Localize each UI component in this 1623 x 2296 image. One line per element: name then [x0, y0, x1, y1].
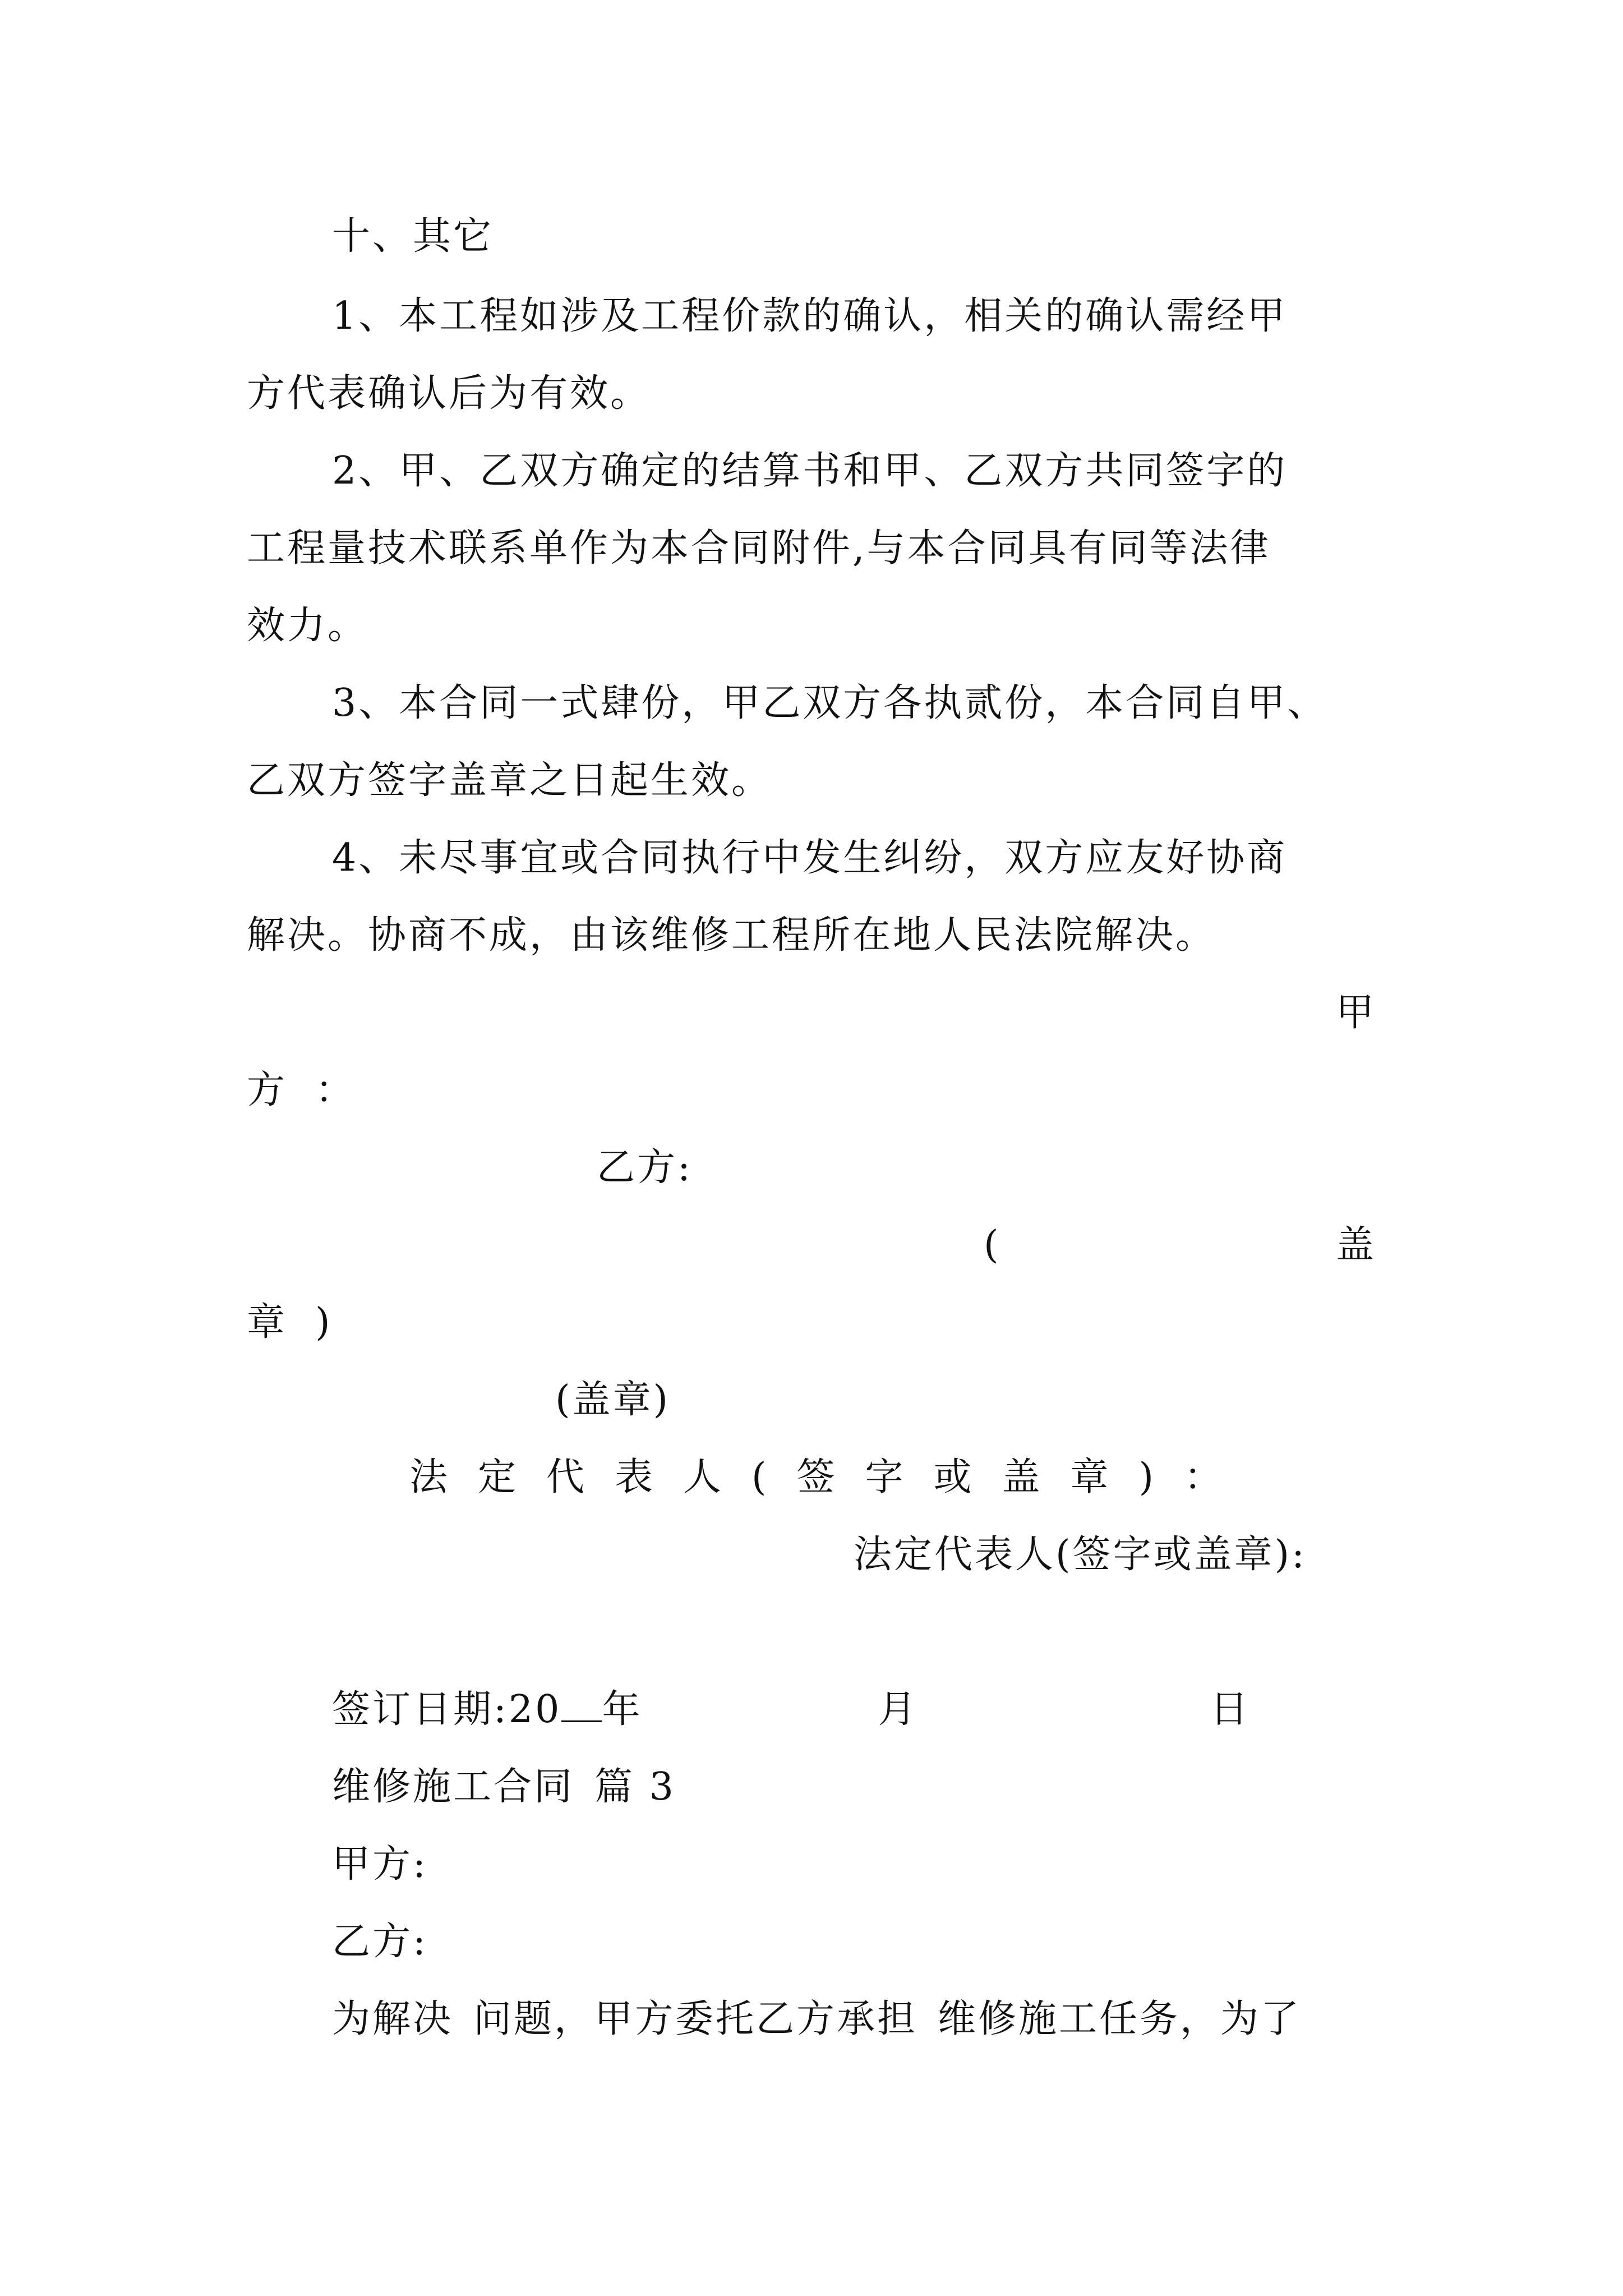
seal-a-end: 章)	[247, 1300, 361, 1345]
clause-2-line-2: 工程量技术联系单作为本合同附件,与本合同具有同等法律	[247, 526, 1271, 570]
intro-part-3: 维修施工任务，为了	[938, 1997, 1302, 2041]
party-b-label: 乙方:	[597, 1145, 693, 1190]
clause-4-line-2: 解决。协商不成，由该维修工程所在地人民法院解决。	[247, 913, 1216, 958]
seal-a-char: 盖	[1336, 1223, 1377, 1267]
intro-part-2: 问题，甲方委托乙方承担	[473, 1997, 918, 2041]
seal-b-label: (盖章)	[555, 1378, 671, 1422]
section-title: 十、其它	[332, 214, 494, 259]
next-party-b: 乙方:	[332, 1920, 428, 1964]
clause-1-line-1: 1、本工程如涉及工程价款的确认，相关的确认需经甲	[332, 294, 1288, 338]
clause-4-line-1: 4、未尽事宜或合同执行中发生纠纷，双方应友好协商	[332, 836, 1288, 880]
clause-2-line-1: 2、甲、乙双方确定的结算书和甲、乙双方共同签字的	[332, 449, 1288, 493]
seal-a-open-paren: (	[984, 1223, 1001, 1267]
year-blank	[561, 1689, 602, 1722]
date-year-label: 年	[602, 1687, 643, 1732]
signing-date	[332, 1687, 1251, 1732]
clause-3-line-2: 乙双方签字盖章之日起生效。	[247, 758, 772, 803]
date-prefix: 签订日期:20	[332, 1687, 562, 1732]
clause-1-line-2: 方代表确认后为有效。	[247, 371, 651, 416]
date-month-label: 月	[878, 1687, 919, 1732]
next-contract-part: 篇 3	[594, 1765, 676, 1809]
next-party-a: 甲方:	[332, 1842, 428, 1887]
party-a-label-part-1: 甲	[1336, 991, 1377, 1035]
next-contract-title: 维修施工合同	[332, 1765, 575, 1809]
next-contract-heading	[332, 1765, 676, 1810]
next-intro-line	[332, 1997, 1301, 2042]
date-day-label: 日	[1210, 1687, 1251, 1732]
clause-3-line-1: 3、本合同一式肆份，甲乙双方各执贰份，本合同自甲、	[332, 681, 1328, 725]
clause-2-line-3: 效力。	[247, 604, 368, 648]
intro-part-1: 为解决	[332, 1997, 454, 2041]
legal-representative-a: 法定代表人(签字或盖章)：	[409, 1455, 1253, 1499]
legal-representative-b: 法定代表人(签字或盖章):	[854, 1533, 1307, 1577]
party-a-label-part-2: 方：	[247, 1068, 384, 1112]
